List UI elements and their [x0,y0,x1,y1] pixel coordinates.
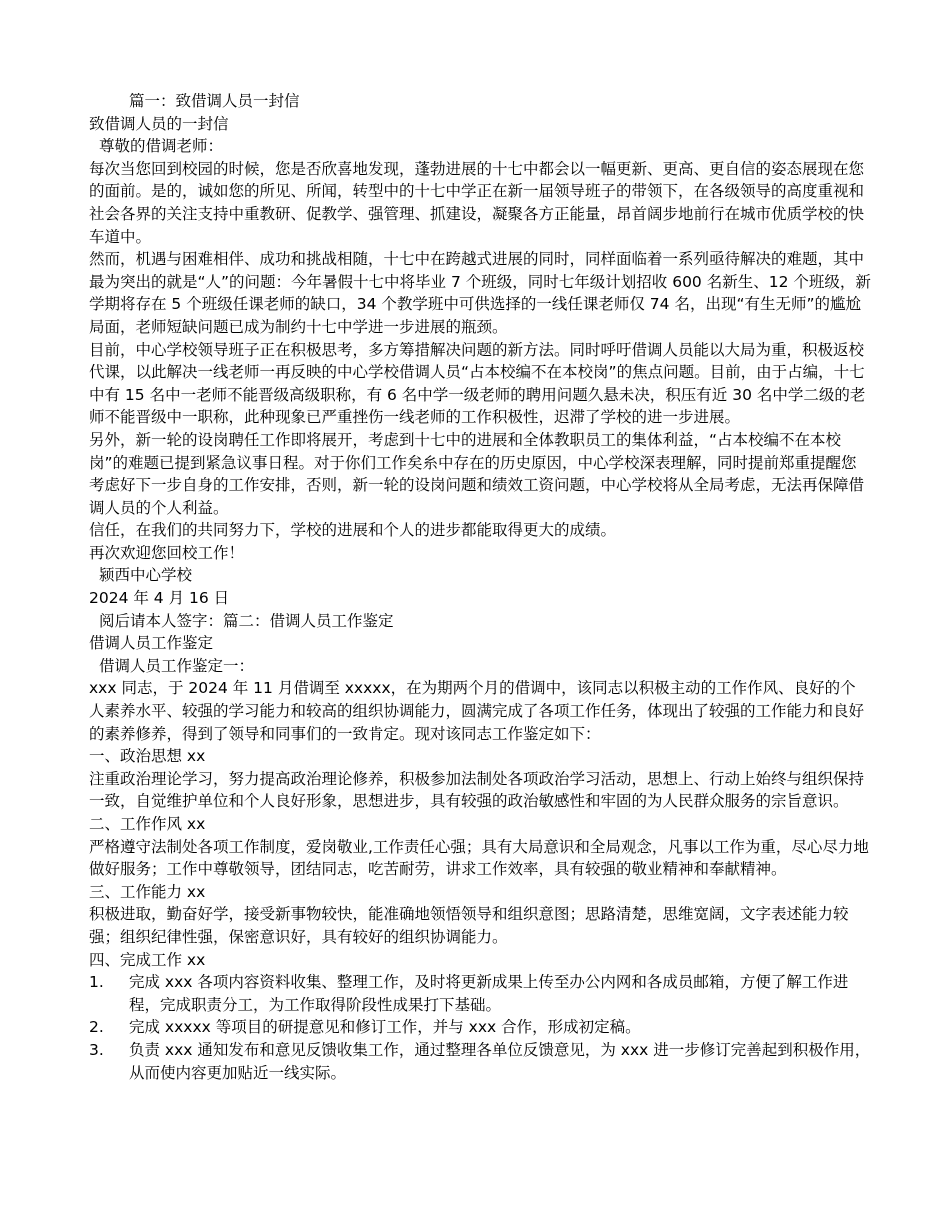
letter-paragraph: 然而，机遇与困难相伴、成功和挑战相随，十七中在跨越式进展的同时，同样面临着一系列亟待解决的难题，其中最为突出的就是“人”的问题：今年暑假十七中将毕业 7 个班级，同时七年级计划招收 600 名新生、12 个班级，新学期将存在 5 个班级任课老师的缺口，34 个教学班中可供选择的一线任课老师仅 74 名，出现“有生无师”的尴尬局面，老师短缺问题已成为制约十七中学进一步进展的瓶颈。 [89,250,871,336]
list-item-text: 完成 xxxxx 等项目的研提意见和修订工作，并与 xxx 合作，形成初定稿。 [129,1018,641,1037]
appraisal-subtitle: 借调人员工作鉴定一： [99,656,255,675]
list-item [89,971,871,1016]
letter-title: 致借调人员的一封信 [89,114,229,133]
list-item-text: 完成 xxx 各项内容资料收集、整理工作，及时将更新成果上传至办公内网和各成员邮箱，方便了解工作进程，完成职责分工，为工作取得阶段性成果打下基础。 [129,973,849,1014]
salutation: 尊敬的借调老师： [99,137,224,156]
letter-paragraph: 每次当您回到校园的时候，您是否欣喜地发现，蓬勃进展的十七中都会以一幅更新、更高、更自信的姿态展现在您的面前。是的，诚如您的所见、所闻，转型中的十七中学正在新一届领导班子的带领下，在各级领导的高度重视和社会各界的关注支持中重教研、促教学、强管理、抓建设，凝聚各方正能量，昂首阔步地前行在城市优质学校的快车道中。 [89,159,865,246]
section-heading: 二、工作作风 xx [89,815,206,833]
signature: 颍西中心学校 [99,566,193,585]
section-body: 注重政治理论学习，努力提高政治理论修养，积极参加法制处各项政治学习活动，思想上、行动上始终与组织保持一致，自觉维护单位和个人良好形象，思想进步，具有较强的政治敏感性和牢固的为人民群众服务的宗旨意识。 [89,769,865,811]
letter-paragraph: 再次欢迎您回校工作！ [89,543,245,562]
appraisal-title: 借调人员工作鉴定 [89,634,214,653]
list-item-number: 2. [89,1018,104,1037]
section-body: 严格遵守法制处各项工作制度，爱岗敬业,工作责任心强；具有大局意识和全局观念，凡事以工作为重，尽心尽力地做好服务；工作中尊敬领导，团结同志，吃苦耐劳，讲求工作效率，具有较强的敬业精神和奉献精神。 [89,837,869,879]
list-item-text: 负责 xxx 通知发布和意见反馈收集工作，通过整理各单位反馈意见，为 xxx 进一步修订完善起到积极作用，从而使内容更加贴近一线实际。 [129,1040,871,1082]
section-title-1: 篇一：致借调人员一封信 [129,92,300,110]
letter-date: 2024 年 4 月 16 日 [89,589,230,608]
section-heading: 四、完成工作 xx [89,950,206,969]
appraisal-intro: xxx 同志，于 2024 年 11 月借调至 xxxxx，在为期两个月的借调中，该同志以积极主动的工作作风、良好的个人素养水平、较强的学习能力和较高的组织协调能力，圆满完成了各项工作任务，体现出了较强的工作能力和良好的素养修养，得到了领导和同事们的一致肯定。现对该同志工作鉴定如下： [89,679,865,743]
list-item [89,1039,871,1084]
document-page [89,90,871,1084]
list-item-number: 1. [89,973,104,992]
list-item [89,1016,871,1039]
letter-paragraph: 目前，中心学校领导班子正在积极思考，多方筹措解决问题的新方法。同时呼吁借调人员能以大局为重，积极返校代课，以此解决一线老师一再反映的中心学校借调人员“占本校编不在本校岗”的焦点问题。目前，由于占编，十七中有 15 名中一老师不能晋级高级职称，有 6 名中学一级老师的聘用问题久悬未决，积压有近 30 名中学二级的老师不能晋级中一职称，此种现象已严重挫伤一线老师的工作积极性，迟滞了学校的进一步进展。 [89,340,866,427]
list-item-number: 3. [89,1040,104,1059]
letter-paragraph: 信任，在我们的共同努力下，学校的进展和个人的进步都能取得更大的成绩。 [89,521,617,540]
after-read-line: 阅后请本人签字：篇二：借调人员工作鉴定 [99,611,394,630]
section-heading: 三、工作能力 xx [89,882,206,901]
completion-list [89,971,871,1084]
section-heading: 一、政治思想 xx [89,747,206,766]
letter-paragraph: 另外，新一轮的设岗聘任工作即将展开，考虑到十七中的进展和全体教职员工的集体利益，“占本校编不在本校岗”的难题已提到紧急议事日程。对于你们工作矣糸中存在的历史原因，中心学校深表理解，同时提前郑重提醒您考虑好下一步自身的工作安排，否则，新一轮的设岗问题和绩效工资问题，中心学校将从全局考虑，无法再保障借调人员的个人利益。 [89,430,865,517]
section-body: 积极进取，勤奋好学，接受新事物较快，能准确地领悟领导和组织意图；思路清楚，思维宽阔，文字表述能力较强；组织纪律性强，保密意识好，具有较好的组织协调能力。 [89,905,849,946]
